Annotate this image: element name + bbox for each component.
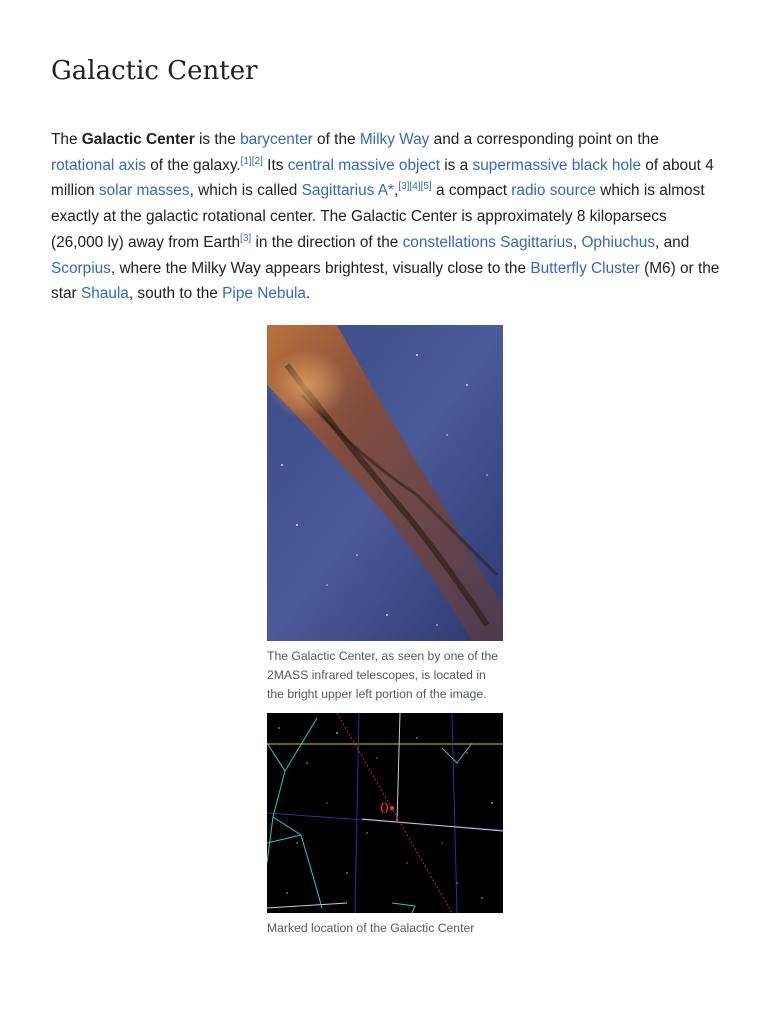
link-ophiuchus[interactable]: Ophiuchus	[581, 233, 656, 251]
link-radio-source[interactable]: radio source	[511, 182, 596, 200]
text: which is almost exactly at the galactic rotational center. The Galactic Center is approximately 8 kiloparsecs (26,000 ly) away from Earth	[51, 182, 705, 251]
text: The	[51, 131, 82, 148]
text: a compact	[431, 182, 512, 200]
text: Its	[262, 156, 288, 174]
link-barycenter[interactable]: barycenter	[240, 131, 313, 148]
citation-2[interactable]: [2]	[251, 155, 263, 167]
text: , where the Milky Way appears brightest, visually close to the	[110, 259, 531, 277]
star-chart-image[interactable]	[267, 713, 503, 913]
figure-marked-location	[267, 713, 503, 938]
figure-caption: The Galactic Center, as seen by one of the 2MASS infrared telescopes, is located in the bright upper left portion of the image.	[267, 649, 499, 701]
text: is the	[194, 131, 241, 148]
citation-3[interactable]: [3]	[398, 181, 410, 193]
text: , which is called	[189, 182, 302, 200]
link-sagittarius[interactable]: Sagittarius	[500, 233, 573, 251]
text: , and	[655, 233, 690, 251]
text: of the galaxy.	[145, 156, 241, 174]
text: .	[306, 285, 311, 303]
citation-1[interactable]: [1]	[240, 155, 252, 167]
link-shaula[interactable]: Shaula	[80, 285, 129, 303]
text: of the	[312, 131, 360, 148]
text: is a	[439, 156, 473, 174]
link-solar-masses[interactable]: solar masses	[98, 182, 190, 200]
text: (M6) or the star	[51, 259, 720, 303]
link-central-massive-object[interactable]: central massive object	[287, 156, 440, 174]
text: of about 4 million	[51, 156, 714, 200]
citation-3b[interactable]: [3]	[240, 232, 252, 244]
link-supermassive-black-hole[interactable]: supermassive black hole	[472, 156, 642, 174]
figure-caption: Marked location of the Galactic Center	[267, 921, 475, 935]
lead-paragraph	[51, 127, 723, 307]
text: ,	[394, 182, 399, 200]
link-scorpius[interactable]: Scorpius	[51, 259, 111, 277]
link-butterfly-cluster[interactable]: Butterfly Cluster	[530, 259, 640, 277]
galactic-center-marker-label: 0	[380, 801, 389, 817]
text: and a corresponding point on the	[429, 131, 659, 148]
link-pipe-nebula[interactable]: Pipe Nebula	[222, 285, 306, 303]
bold-term: Galactic Center	[81, 131, 195, 148]
text: ,	[572, 233, 582, 251]
text: in the direction of the	[251, 233, 403, 251]
galactic-center-infrared-image[interactable]	[267, 325, 503, 641]
text: , south to the	[128, 285, 223, 303]
link-constellations[interactable]: constellations	[402, 233, 496, 251]
link-rotational-axis[interactable]: rotational axis	[51, 156, 146, 174]
citation-5[interactable]: [5]	[420, 181, 432, 193]
figure-galactic-center-infrared	[267, 325, 503, 704]
page-title: Galactic Center	[51, 56, 258, 86]
link-sagittarius-a-star[interactable]: Sagittarius A*	[301, 182, 395, 200]
citation-4[interactable]: [4]	[409, 181, 421, 193]
galactic-center-marker	[390, 806, 394, 810]
link-milky-way[interactable]: Milky Way	[359, 131, 430, 148]
